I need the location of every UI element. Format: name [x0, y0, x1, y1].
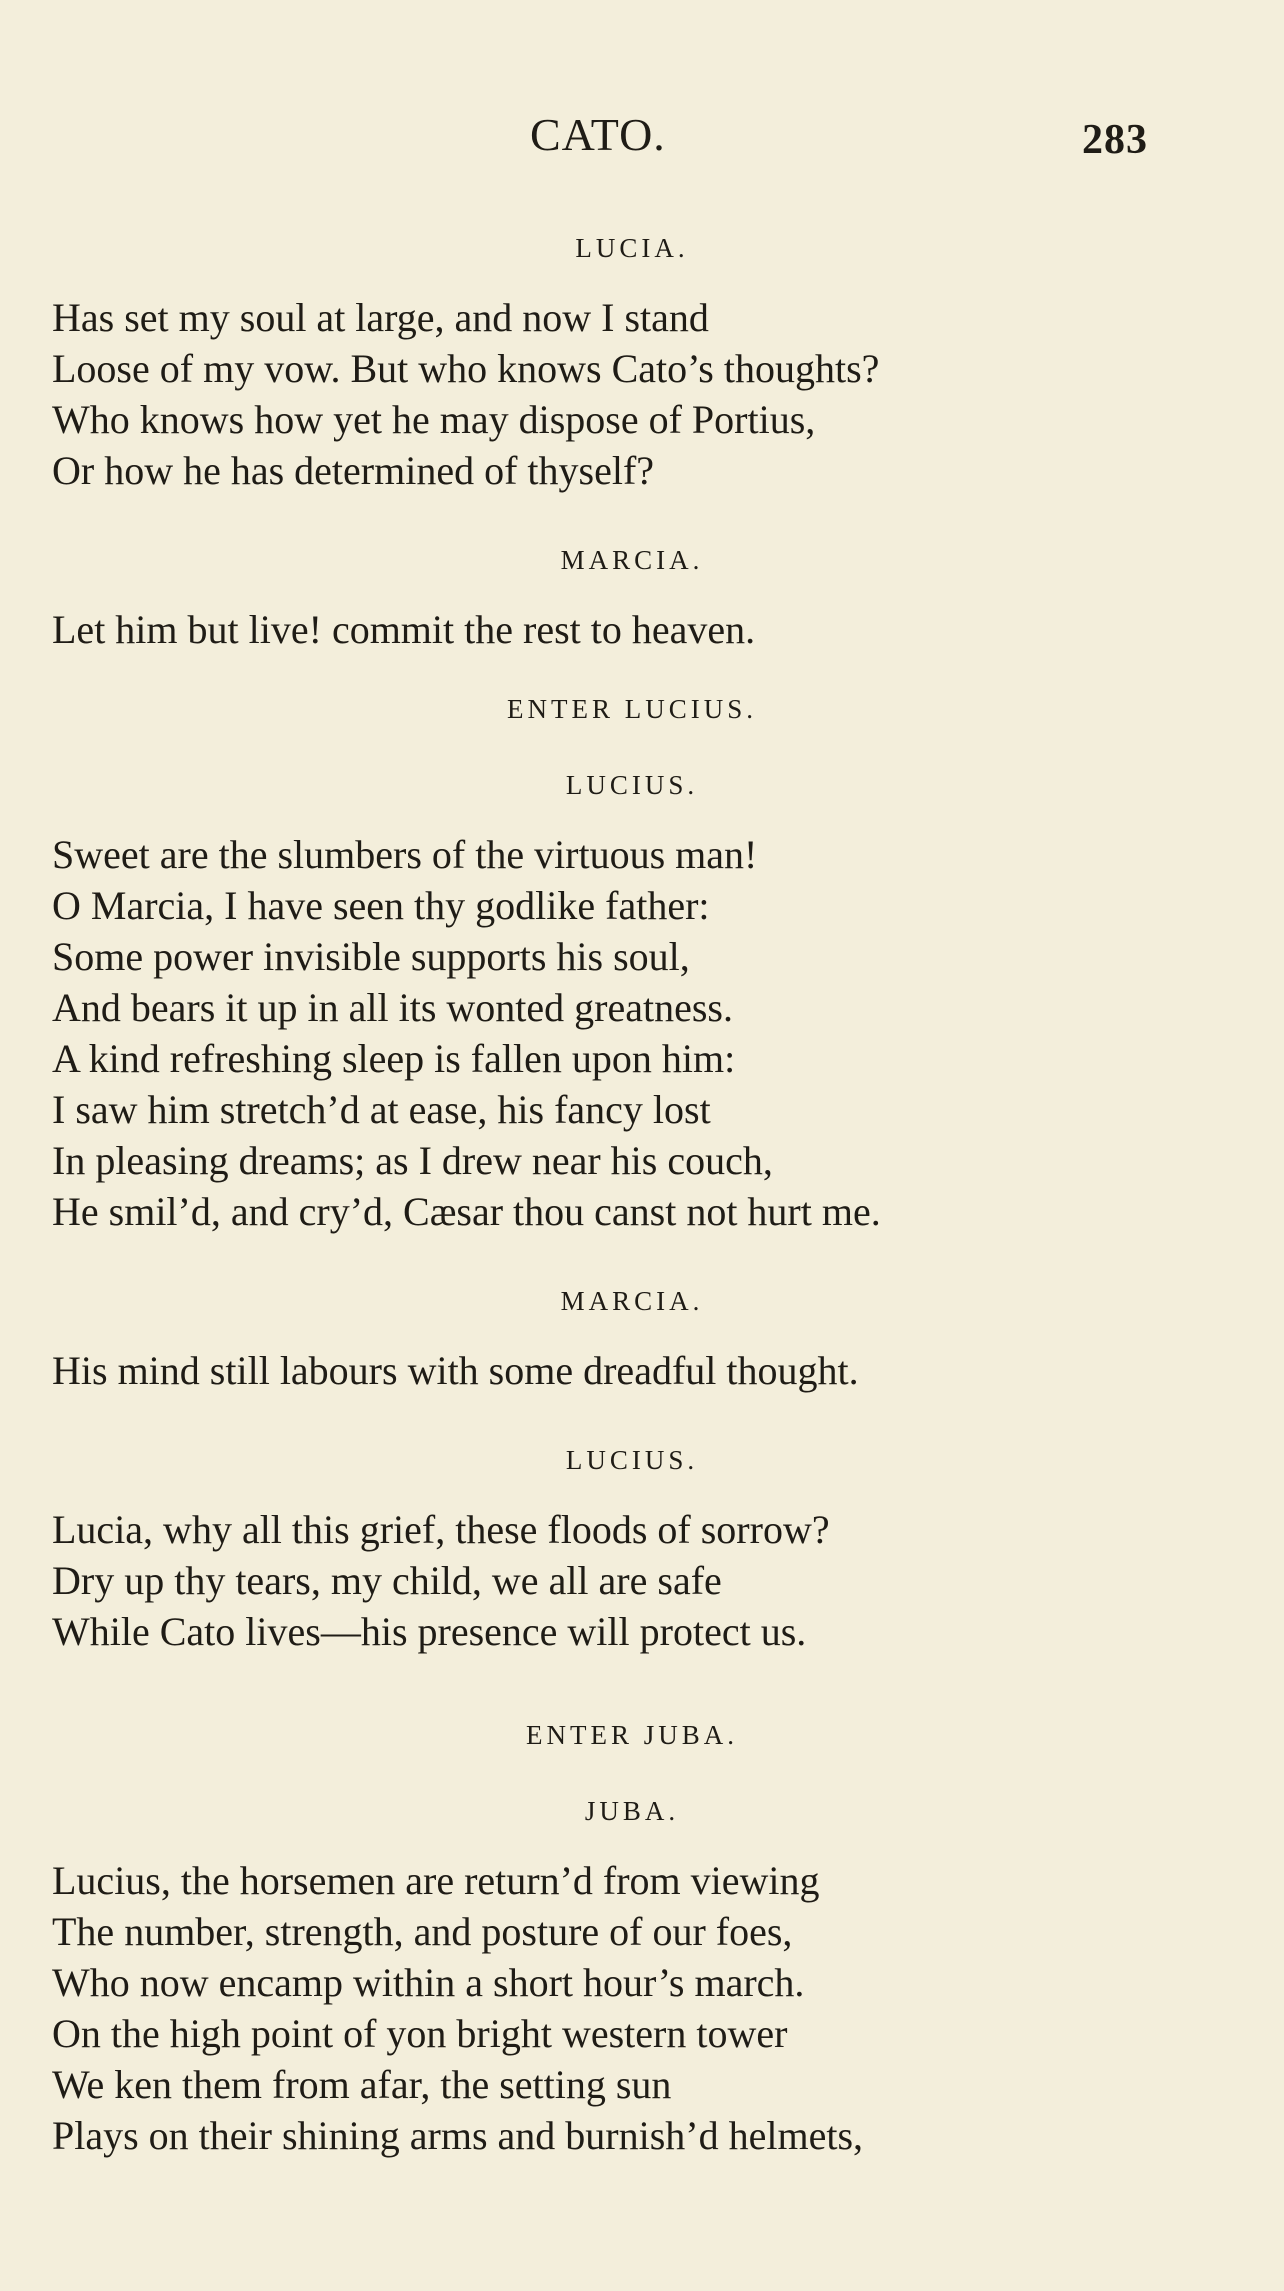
page-number: 283: [1082, 117, 1148, 163]
speaker-heading: LUCIUS.: [565, 770, 699, 800]
speech: [52, 604, 1212, 655]
verse-line: Lucius, the horsemen are return’d from viewing: [52, 1858, 820, 1903]
verse-line: Lucia, why all this grief, these floods of sorrow?: [52, 1507, 830, 1552]
stage-direction: ENTER LUCIUS.: [507, 694, 757, 724]
speaker-heading: LUCIUS.: [565, 1445, 699, 1475]
speech: [52, 292, 1212, 496]
verse-line: Some power invisible supports his soul,: [52, 934, 690, 979]
running-title: CATO.: [530, 109, 666, 160]
speaker-heading: LUCIA.: [575, 233, 689, 263]
verse-line: He smil’d, and cry’d, Cæsar thou canst not hurt me.: [52, 1189, 881, 1234]
verse-line: Dry up thy tears, my child, we all are safe: [52, 1558, 722, 1603]
stage-direction: ENTER JUBA.: [526, 1720, 738, 1750]
verse-line: And bears it up in all its wonted greatness.: [52, 985, 733, 1030]
speech: [52, 1504, 1212, 1657]
verse-line: Who knows how yet he may dispose of Portius,: [52, 397, 816, 442]
speech: [52, 829, 1212, 1237]
verse-line: Has set my soul at large, and now I stand: [52, 295, 709, 340]
play-text: [52, 228, 1212, 2161]
speaker-heading: MARCIA.: [560, 1286, 704, 1316]
verse-line: While Cato lives—his presence will protect us.: [52, 1609, 807, 1654]
verse-line: On the high point of yon bright western tower: [52, 2011, 788, 2056]
verse-line: O Marcia, I have seen thy godlike father:: [52, 883, 710, 928]
speaker-heading: JUBA.: [584, 1796, 680, 1826]
verse-line: Let him but live! commit the rest to heaven.: [52, 607, 756, 652]
verse-line: In pleasing dreams; as I drew near his couch,: [52, 1138, 773, 1183]
verse-line: The number, strength, and posture of our foes,: [52, 1909, 793, 1954]
speaker-heading: MARCIA.: [560, 545, 704, 575]
verse-line: His mind still labours with some dreadful thought.: [52, 1348, 859, 1393]
verse-line: A kind refreshing sleep is fallen upon him:: [52, 1036, 736, 1081]
verse-line: Who now encamp within a short hour’s march.: [52, 1960, 805, 2005]
verse-line: We ken them from afar, the setting sun: [52, 2062, 672, 2107]
speech: [52, 1345, 1212, 1396]
speech: [52, 1855, 1212, 2161]
page-header: [0, 108, 1284, 168]
verse-line: Plays on their shining arms and burnish’d helmets,: [52, 2113, 864, 2158]
verse-line: Or how he has determined of thyself?: [52, 448, 655, 493]
verse-line: Sweet are the slumbers of the virtuous man!: [52, 832, 758, 877]
verse-line: Loose of my vow. But who knows Cato’s thoughts?: [52, 346, 880, 391]
verse-line: I saw him stretch’d at ease, his fancy lost: [52, 1087, 711, 1132]
